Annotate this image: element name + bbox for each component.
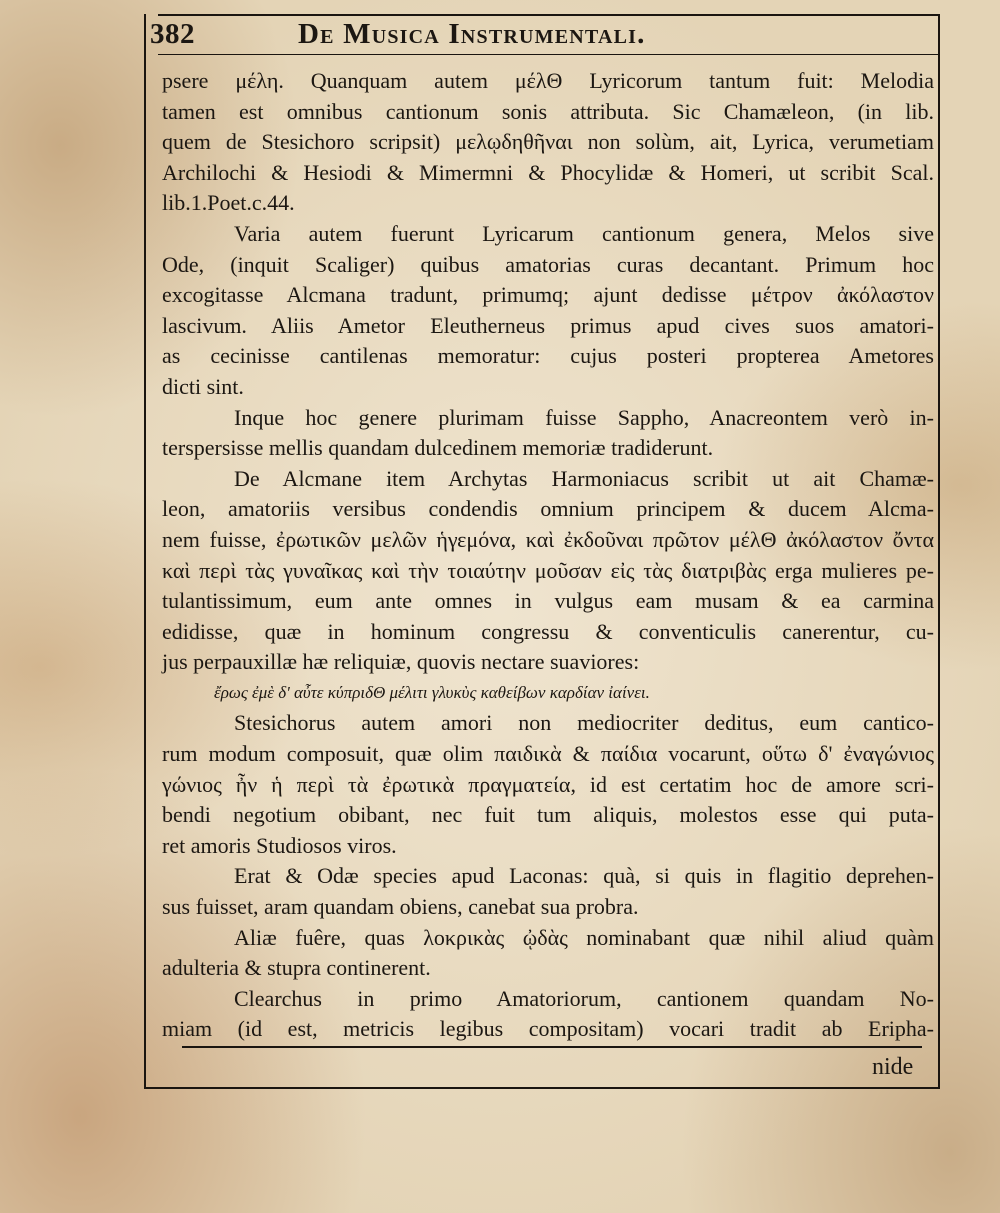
text-line: dicti sint. — [162, 373, 244, 399]
body-text — [162, 66, 934, 1045]
text-line: quem de Stesichoro scripsit) μελῳδηθῆναι non solùm, ait, Lyrica, verumetiam — [162, 129, 934, 155]
text-line: γώνιος ἦν ἡ περὶ τὰ ἐρωτικὰ πραγματεία, id est certatim hoc de amore scri- — [162, 771, 934, 797]
text-line: excogitasse Alcmana tradunt, primumq; ajunt dedisse μέτρον ἀκόλαστον — [162, 282, 934, 308]
text-line: rum modum composuit, quæ olim παιδικὰ & παίδια vocarunt, οὕτω δ' ἐναγώνιος — [162, 741, 934, 767]
text-line: Stesichorus autem amori non mediocriter deditus, eum cantico- — [234, 710, 934, 736]
text-line: tamen est omnibus cantionum sonis attributa. Sic Chamæleon, (in lib. — [162, 98, 934, 124]
page-header — [148, 16, 938, 54]
text-line: edidisse, quæ in hominum congressu & conventiculis canerentur, cu- — [162, 618, 934, 644]
header-rule-bottom — [158, 54, 940, 55]
text-line: Aliæ fuêre, quas λοκρικὰς ᾠδὰς nominabant quæ nihil aliud quàm — [234, 924, 934, 950]
text-line: tulantissimum, eum ante omnes in vulgus eam musam & ea carmina — [162, 588, 934, 614]
text-line: Archilochi & Hesiodi & Mimermni & Phocylidæ & Homeri, ut scribit Scal. — [162, 159, 934, 185]
verse-line: ἔρως ἐμὲ δ' αὖτε κύπριδΘ μέλιτι γλυκὺς καθείβων καρδίαν ἰαίνει. — [214, 682, 650, 702]
text-line: lascivum. Aliis Ametor Eleutherneus primus apud cives suos amatori- — [162, 312, 934, 338]
text-line: leon, amatoriis versibus condendis omnium principem & ducem Alcma- — [162, 496, 934, 522]
page-number: 382 — [150, 18, 195, 50]
text-line: Erat & Odæ species apud Laconas: quà, si quis in flagitio deprehen- — [234, 863, 934, 889]
footer-rule-top — [182, 1046, 922, 1048]
text-line: sus fuisset, aram quandam obiens, canebat sua probra. — [162, 894, 639, 920]
text-line: adulteria & stupra continerent. — [162, 955, 431, 981]
catchword: nide — [872, 1054, 914, 1080]
text-line: terspersisse mellis quandam dulcedinem memoriæ tradiderunt. — [162, 435, 714, 461]
running-head: De Musica Instrumentali. — [298, 18, 646, 50]
text-line: Inque hoc genere plurimam fuisse Sappho, Anacreontem verò in- — [234, 404, 934, 430]
footer-rule-bottom — [144, 1087, 940, 1089]
text-line: psere μέλη. Quanquam autem μέλΘ Lyricorum tantum fuit: Melodia — [162, 68, 934, 93]
text-line: jus perpauxillæ hæ reliquiæ, quovis nectare suaviores: — [162, 649, 640, 675]
text-line: nem fuisse, ἐρωτικῶν μελῶν ἡγεμόνα, καὶ ἐκδοῦναι πρῶτον μέλΘ ἀκόλαστον ὄντα — [162, 526, 934, 552]
text-line: ret amoris Studiosos viros. — [162, 832, 397, 858]
text-line: Varia autem fuerunt Lyricarum cantionum genera, Melos sive — [234, 220, 934, 246]
text-line: lib.1.Poet.c.44. — [162, 190, 295, 216]
text-line: Ode, (inquit Scaliger) quibus amatorias curas decantant. Primum hoc — [162, 251, 934, 277]
text-line: Clearchus in primo Amatoriorum, cantionem quandam No- — [234, 985, 934, 1011]
text-line: miam (id est, metricis legibus compositam) vocari tradit ab Eripha- — [162, 1016, 934, 1042]
text-line: De Alcmane item Archytas Harmoniacus scribit ut ait Chamæ- — [234, 465, 934, 491]
text-line: as cecinisse cantilenas memoratur: cujus posteri propterea Ametores — [162, 343, 934, 369]
text-line: bendi negotium obibant, nec fuit tum aliquis, molestos esse qui puta- — [162, 802, 934, 828]
text-line: καὶ περὶ τὰς γυναῖκας καὶ τὴν τοιαύτην μοῦσαν εἰς τὰς διατριβὰς erga mulieres pe- — [162, 557, 934, 583]
